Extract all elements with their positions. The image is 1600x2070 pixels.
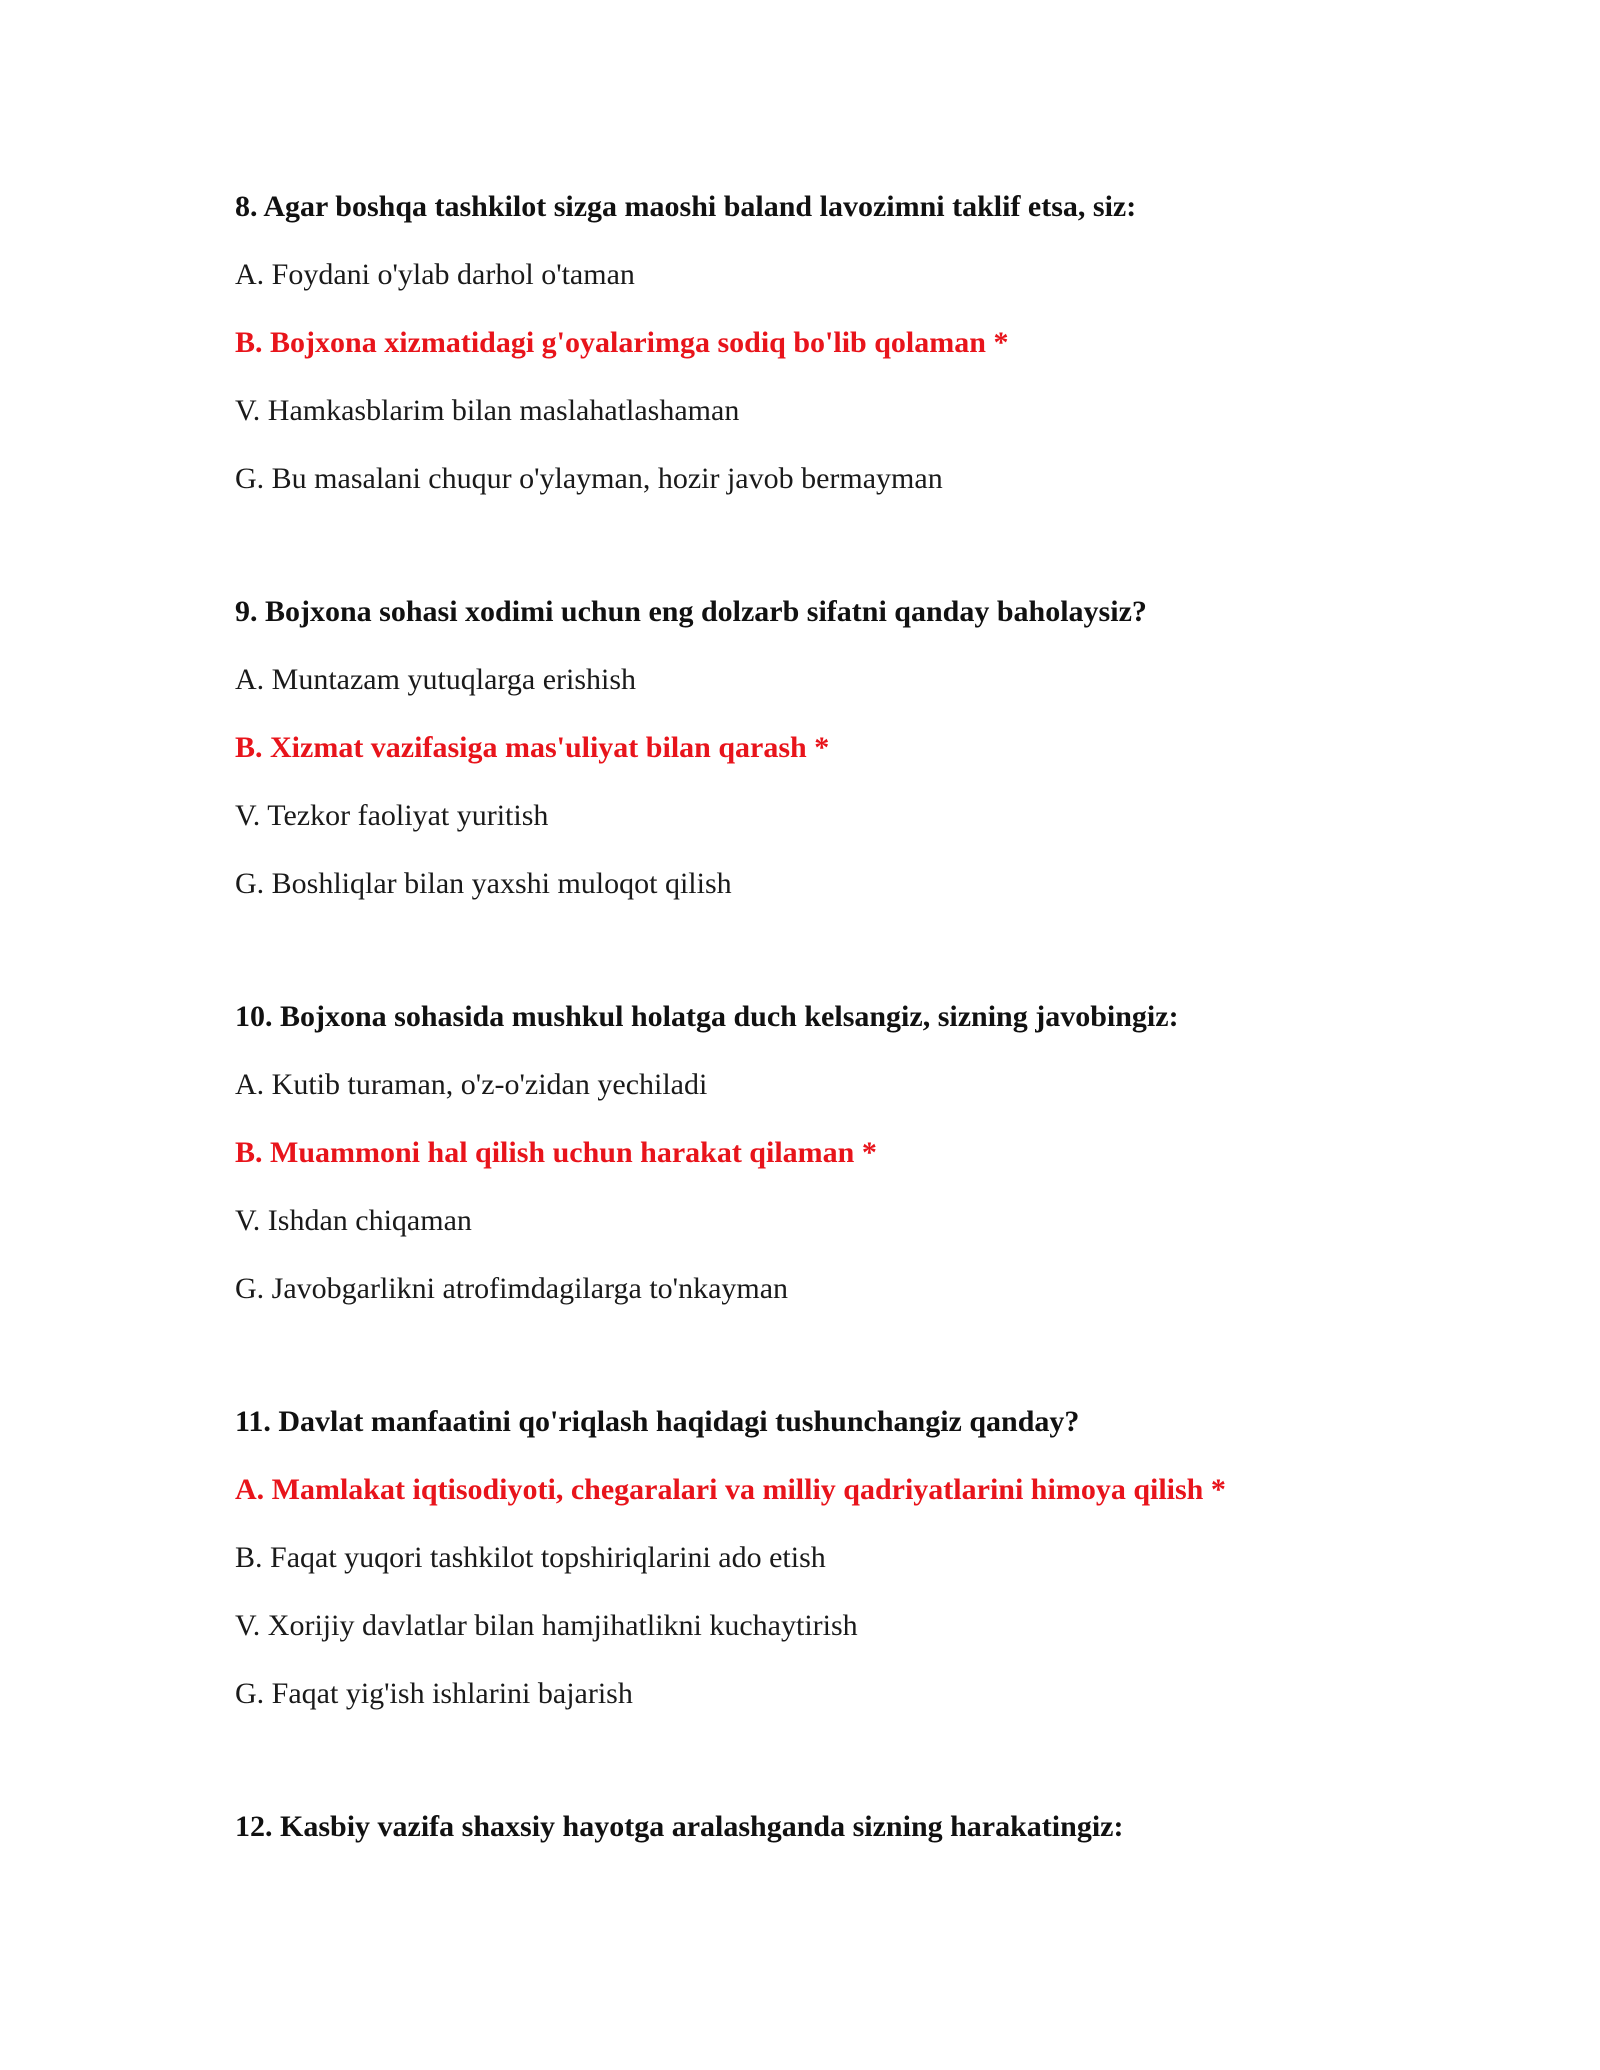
option-10-a: A. Kutib turaman, o'z-o'zidan yechiladi — [235, 1068, 708, 1101]
option-8-a: A. Foydani o'ylab darhol o'taman — [235, 258, 635, 291]
option-11-g: G. Faqat yig'ish ishlarini bajarish — [235, 1677, 633, 1710]
question-12-text: 12. Kasbiy vazifa shaxsiy hayotga aralashganda sizning harakatingiz: — [235, 1810, 1124, 1843]
option-9-v: V. Tezkor faoliyat yuritish — [235, 799, 549, 832]
option-9-g: G. Boshliqlar bilan yaxshi muloqot qilish — [235, 867, 732, 900]
option-11-v: V. Xorijiy davlatlar bilan hamjihatlikni kuchaytirish — [235, 1609, 858, 1642]
option-8-b-correct: B. Bojxona xizmatidagi g'oyalarimga sodiq bo'lib qolaman * — [235, 326, 1009, 359]
question-10-text: 10. Bojxona sohasida mushkul holatga duch kelsangiz, sizning javobingiz: — [235, 1000, 1179, 1033]
option-10-v: V. Ishdan chiqaman — [235, 1204, 472, 1237]
option-11-a-correct: A. Mamlakat iqtisodiyoti, chegaralari va milliy qadriyatlarini himoya qilish * — [235, 1473, 1226, 1506]
question-8-text: 8. Agar boshqa tashkilot sizga maoshi baland lavozimni taklif etsa, siz: — [235, 190, 1137, 223]
option-10-b-correct: B. Muammoni hal qilish uchun harakat qilaman * — [235, 1136, 877, 1169]
option-9-a: A. Muntazam yutuqlarga erishish — [235, 663, 637, 696]
question-11-text: 11. Davlat manfaatini qo'riqlash haqidagi tushunchangiz qanday? — [235, 1405, 1080, 1438]
option-8-v: V. Hamkasblarim bilan maslahatlashaman — [235, 394, 740, 427]
option-11-b: B. Faqat yuqori tashkilot topshiriqlarini ado etish — [235, 1541, 826, 1574]
option-9-b-correct: B. Xizmat vazifasiga mas'uliyat bilan qarash * — [235, 731, 830, 764]
option-10-g: G. Javobgarlikni atrofimdagilarga to'nkayman — [235, 1272, 789, 1305]
option-8-g: G. Bu masalani chuqur o'ylayman, hozir javob bermayman — [235, 462, 943, 495]
question-9-text: 9. Bojxona sohasi xodimi uchun eng dolzarb sifatni qanday baholaysiz? — [235, 595, 1147, 628]
